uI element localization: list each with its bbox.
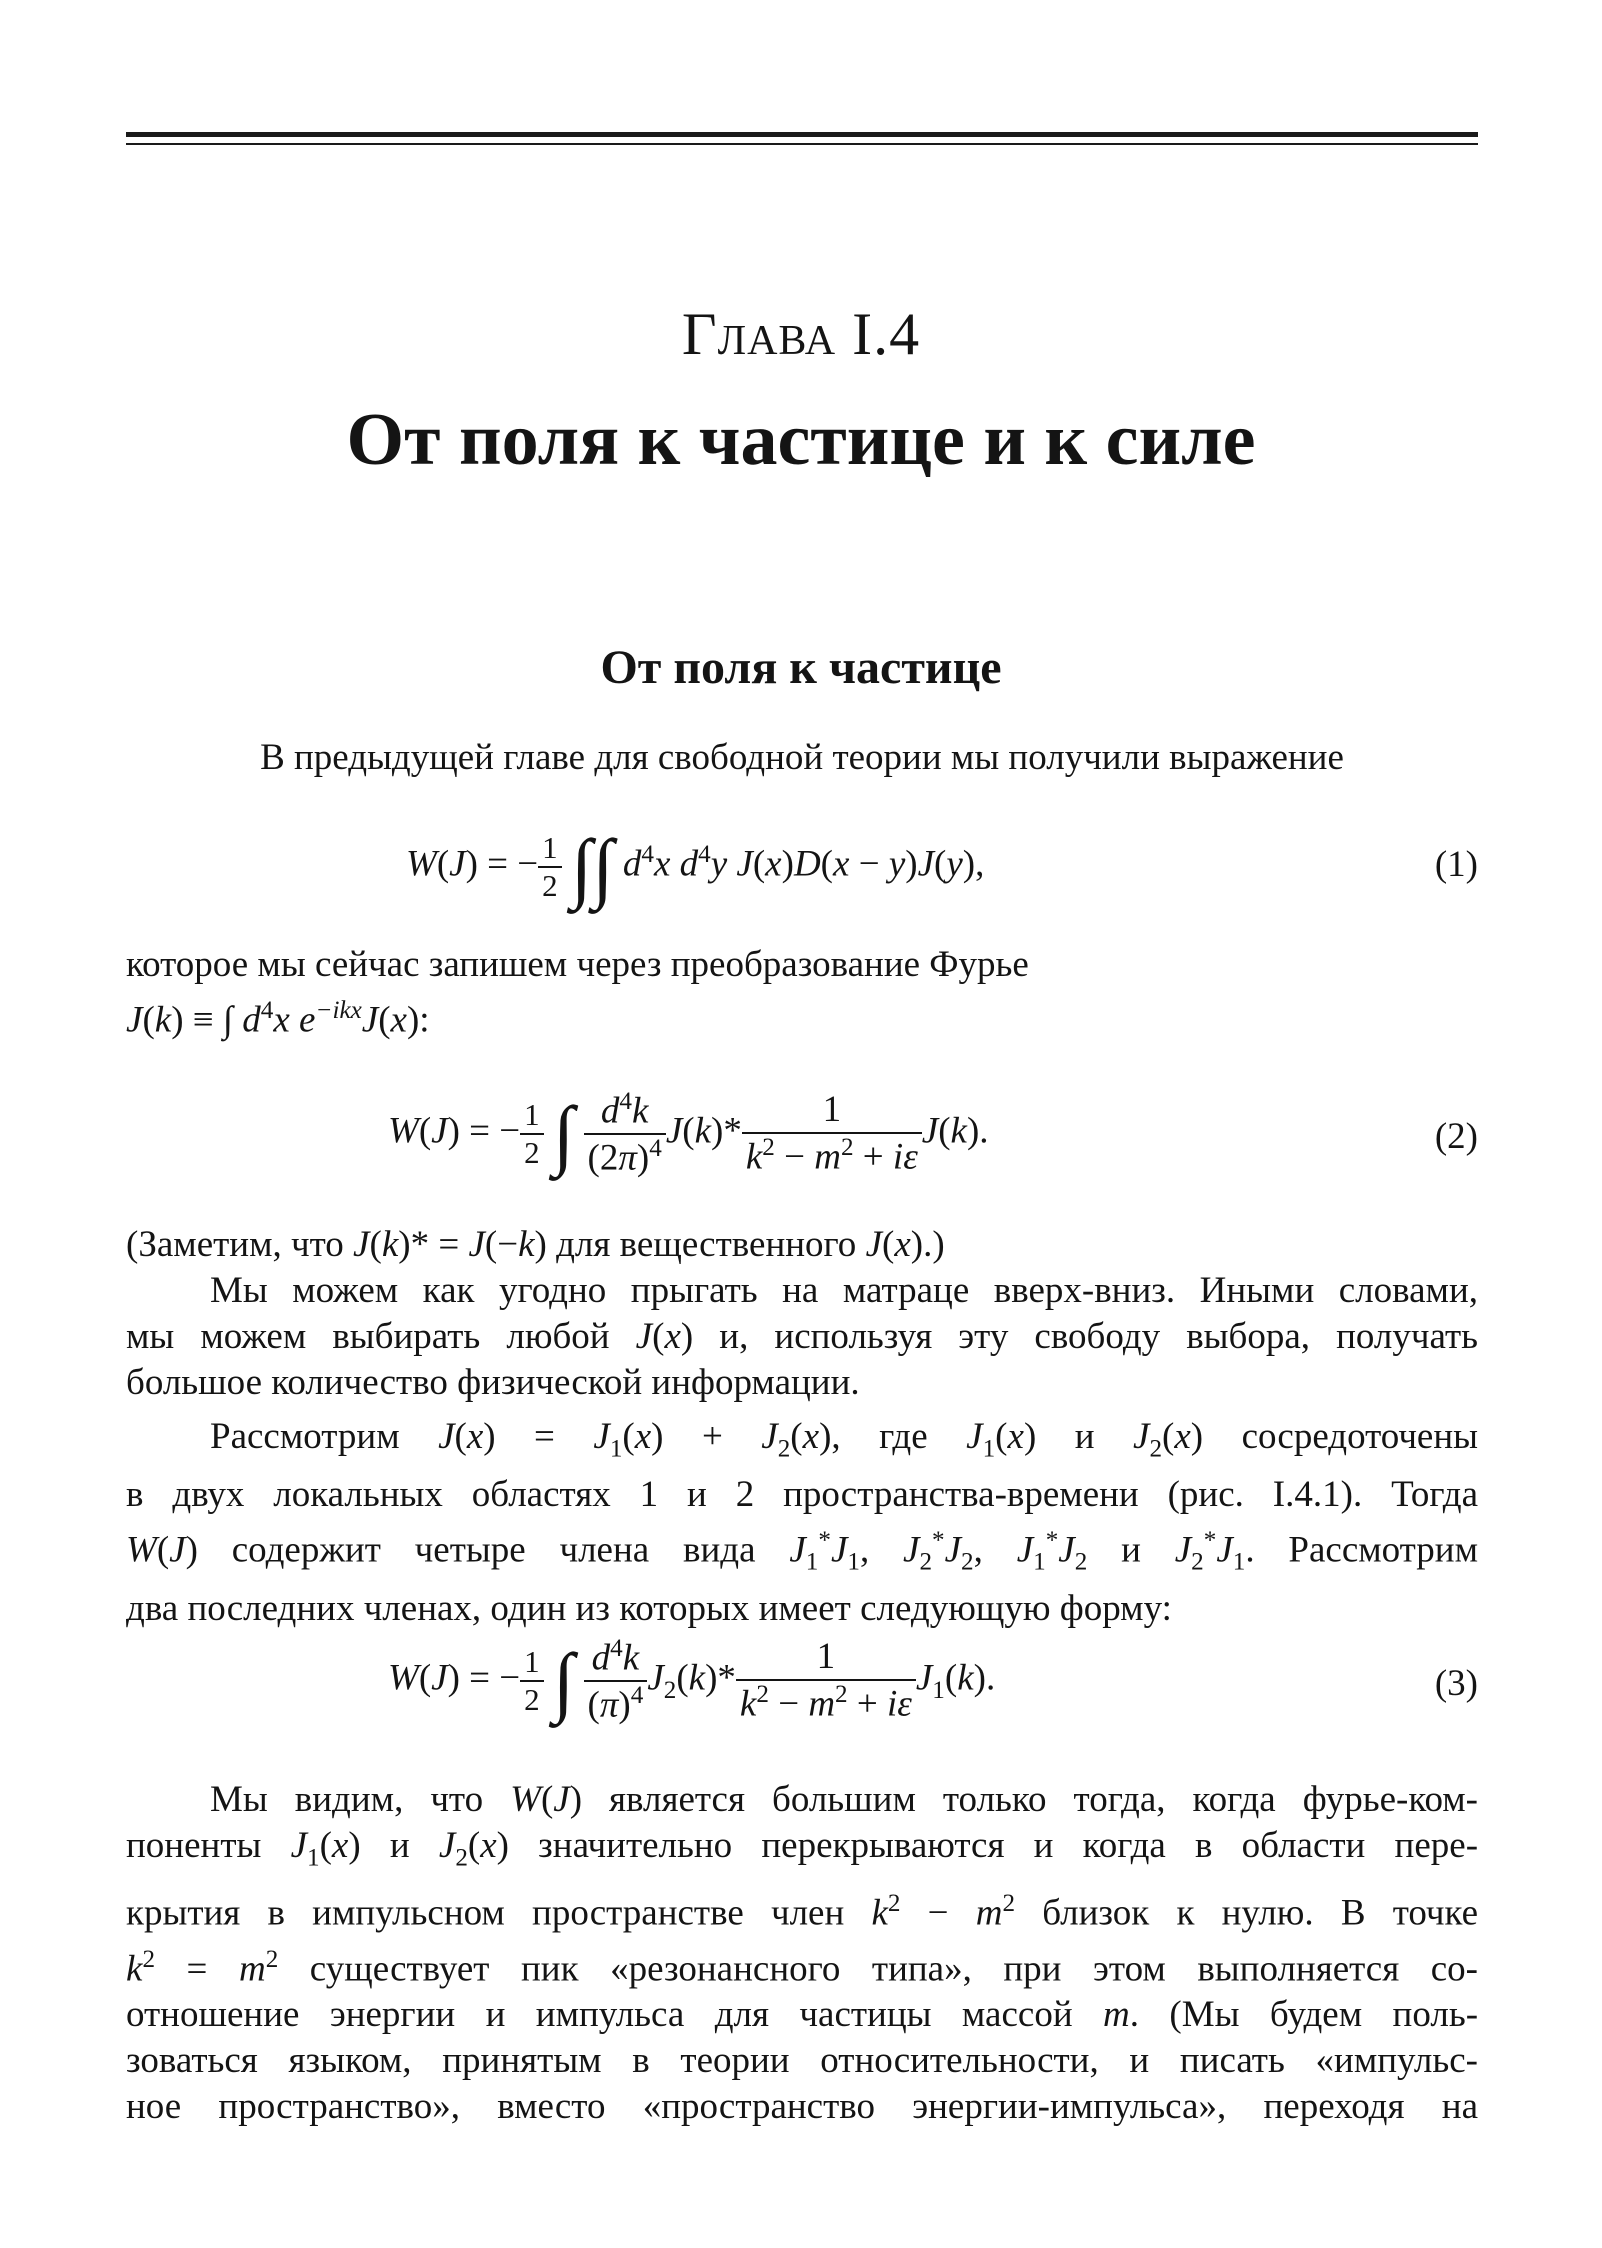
equation-3-formula: W(J) = − $\frac{1}{2}$ ∫ $\frac{d^4k}{(\pi)^4}$ $J_2(k)*$ $\frac{1}{k^2 - m^2 + i\varepsilon}$ $J_1(k)$.	[388, 1635, 996, 1726]
equation-1-number: (1)	[1434, 844, 1478, 885]
paragraph-resonance	[126, 1777, 1478, 2130]
text-line: в двух локальных областях 1 и 2 пространства-времени (рис. I.4.1). Тогда	[126, 1474, 1478, 1516]
paragraph-consider	[126, 1414, 1478, 1632]
equation-2	[126, 1078, 1478, 1198]
text-line: (Заметим, что J(k)* = J(−k) для вещественного J(x).)	[126, 1224, 945, 1265]
text-line: крытия в импульсном пространстве член $k^2 - m^2$ близок к нулю. В точке	[126, 1890, 1479, 1934]
header-rule-thick	[126, 132, 1478, 137]
paragraph-fourier	[126, 942, 1478, 1043]
equation-3	[126, 1625, 1478, 1745]
text-line: $k^2 = m^2$ существует пик «резонансного типа», при этом выполняется со-	[126, 1945, 1478, 1990]
equation-2-number: (2)	[1434, 1116, 1478, 1157]
paragraph-intro	[126, 735, 1478, 781]
text-line: большое количество физической информации.	[126, 1362, 860, 1403]
paragraph-remark	[126, 1222, 1478, 1406]
text-line: которое мы сейчас запишем через преобразование Фурье	[126, 944, 1029, 985]
text-line: зоваться языком, принятым в теории относительности, и писать «импульс-	[126, 2040, 1478, 2082]
equation-2-formula: W(J) = − $\frac{1}{2}$ ∫ $\frac{d^4k}{(2\pi)^4}$ J(k)* $\frac{1}{k^2 - m^2 + i\varepsilon}$ J(k).	[388, 1088, 989, 1179]
text-line: Мы видим, что W(J) является большим только тогда, когда фурье-ком-	[210, 1779, 1478, 1820]
fourier-definition: J(k) ≡ ∫ $d^4x$ $e^{-ikx}J(x)$:	[126, 997, 430, 1041]
text-line: ное пространство», вместо «пространство энергии-импульса», переходя на	[126, 2086, 1478, 2128]
text-line: Мы можем как угодно прыгать на матраце вверх-вниз. Иными словами,	[210, 1270, 1478, 1311]
equation-3-number: (3)	[1434, 1663, 1478, 1704]
equation-1	[126, 820, 1478, 920]
section-title: От поля к частице	[600, 641, 1002, 694]
text-line: отношение энергии и импульса для частицы массой m. (Мы будем поль-	[126, 1994, 1479, 2036]
chapter-title: От поля к частице и к силе	[346, 399, 1256, 481]
text-line: Рассмотрим $J(x) = J_1(x) + J_2(x)$, где $J_1(x)$ и $J_2(x)$ сосредоточены	[210, 1416, 1479, 1463]
equation-1-formula: W(J) = − $\frac{1}{2}$ ∫∫ $d^4x$ $d^4y$ J(x)D(x − y)J(y),	[406, 823, 985, 910]
text-line: В предыдущей главе для свободной теории мы получили выражение	[260, 737, 1344, 778]
text-line: поненты $J_1(x)$ и $J_2(x)$ значительно перекрываются и когда в области пере-	[126, 1825, 1479, 1872]
text-line: мы можем выбирать любой J(x) и, используя эту свободу выбора, получать	[126, 1316, 1479, 1357]
text-line: W(J) содержит четыре члена вида $J_1^*J_1$, $J_2^*J_2$, $J_1^*J_2$ и $J_2^*J_1$. Рассмотрим	[126, 1527, 1479, 1577]
text-line: два последних членах, один из которых имеет следующую форму:	[126, 1588, 1172, 1630]
header-rule-thin	[126, 143, 1478, 145]
chapter-label: Глава I.4	[681, 301, 921, 367]
